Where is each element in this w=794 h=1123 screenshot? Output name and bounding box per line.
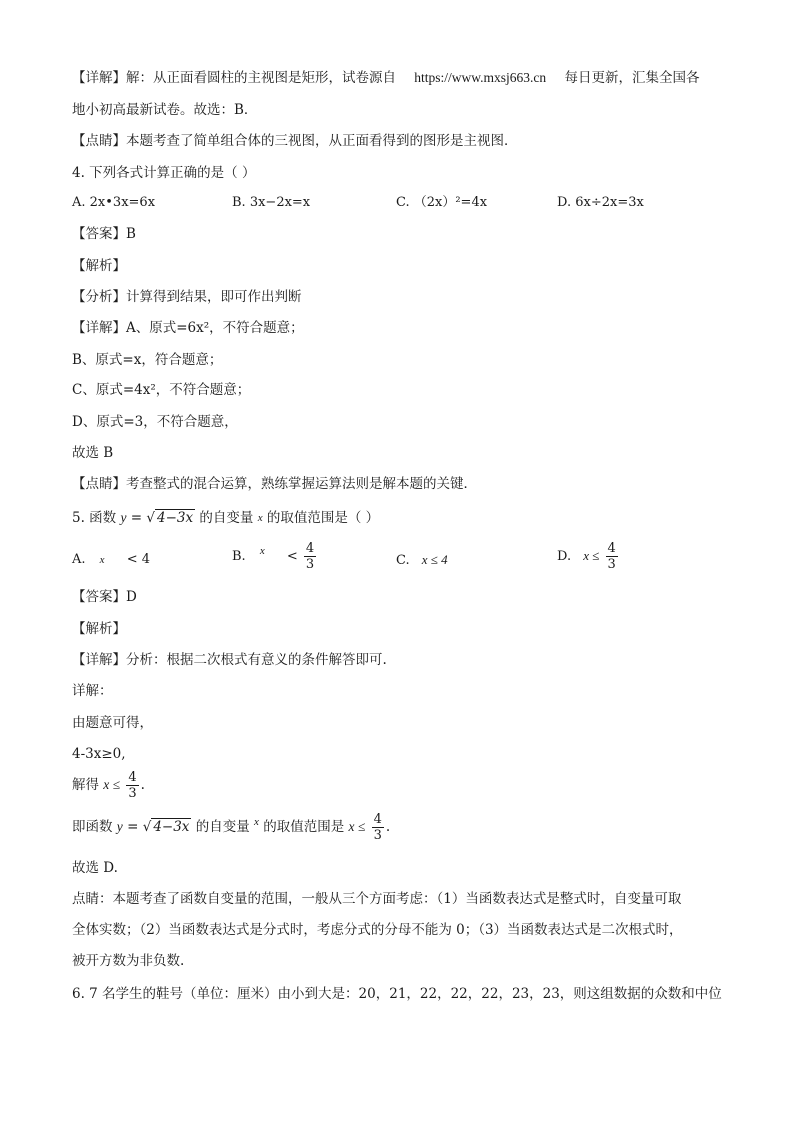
q4-detail-d: D、原式=3，不符合题意， [72, 414, 238, 430]
q5-a-x: x [99, 554, 105, 566]
step4-expr: x ≤ [348, 819, 366, 834]
q5-option-d [557, 541, 620, 572]
question-5 [72, 508, 379, 528]
q4-analysis-heading: 【解析】 [72, 258, 126, 274]
q5-b-label: B. [232, 549, 246, 564]
q5-c-expr: x ≤ 4 [421, 552, 448, 567]
source-url: https://www.mxsj663.cn [414, 70, 547, 85]
q5-step-2: 4-3x≥0, [72, 746, 126, 762]
explanation-line-1 [72, 68, 699, 88]
q5-answer: 【答案】D [72, 589, 137, 605]
frac-num: 4 [607, 541, 616, 556]
q5-prefix: 5. 函数 [72, 510, 117, 526]
q5-b-rel: < [286, 549, 298, 564]
q5-comment-3: 被开方数为非负数. [72, 953, 185, 969]
frac-num: 4 [305, 541, 315, 556]
q5-b-x: x [259, 545, 265, 557]
q5-comment-2: 全体实数；（2）当函数表达式是分式时，考虑分式的分母不能为 0；（3）当函数表达式是二次根式时， [72, 922, 683, 938]
q5-d-expr: x ≤ [583, 548, 600, 563]
question-4: 4. 下列各式计算正确的是（ ） [72, 165, 256, 181]
step3-end: . [140, 777, 145, 793]
q4-analysis: 【分析】计算得到结果，即可作出判断 [72, 289, 302, 305]
q4-detail-c: C、原式=4x²，不符合题意； [72, 382, 251, 398]
step4-y: y [116, 819, 123, 834]
frac-num: 4 [128, 770, 137, 785]
q5-detail: 【详解】分析：根据二次根式有意义的条件解答即可. [72, 652, 387, 668]
step4-radicand: 4−3x [153, 819, 190, 835]
q5-analysis-heading: 【解析】 [72, 621, 126, 637]
q5-d-label: D. [557, 549, 572, 564]
explanation-line-2: 地小初高最新试卷。故选：B． [72, 102, 258, 118]
fraction-4-3 [126, 770, 138, 801]
q4-detail-a: 【详解】A、原式=6x²，不符合题意； [72, 320, 304, 336]
q4-option-b: B. 3x−2x=x [232, 195, 311, 210]
q5-step-4 [72, 812, 390, 843]
q4-option-d: D. 6x÷2x=3x [557, 195, 644, 210]
q5-mid: 的自变量 [199, 510, 254, 526]
q5-choice: 故选 D. [72, 860, 118, 876]
q5-a-label: A. [72, 552, 86, 567]
q5-step-1: 由题意可得， [72, 715, 153, 731]
frac-den: 3 [305, 557, 315, 572]
q5-y: y [120, 510, 127, 525]
q4-option-a: A. 2x•3x=6x [72, 195, 156, 210]
q5-equals: = [130, 510, 143, 526]
step4-x: x [254, 816, 259, 828]
q4-option-c: C. （2x）²=4x [396, 195, 488, 210]
frac-den: 3 [607, 557, 616, 572]
q4-answer: 【答案】B [72, 226, 136, 242]
fraction-4-3 [304, 541, 316, 572]
comment-line: 【点睛】本题考查了简单组合体的三视图，从正面看得到的图形是主视图． [72, 133, 518, 149]
q5-option-b [232, 541, 318, 572]
fraction-4-3 [606, 541, 618, 572]
explanation-text: 【详解】解：从正面看圆柱的主视图是矩形，试卷源自 [72, 70, 396, 86]
question-6: 6. 7 名学生的鞋号（单位：厘米）由小到大是：20，21，22，22，22，23，23，则这组数据的众数和中位 [72, 986, 722, 1002]
step4-prefix: 即函数 [72, 819, 113, 835]
q5-option-a [72, 550, 150, 570]
q5-option-c [396, 550, 448, 571]
frac-num: 4 [373, 812, 382, 827]
q4-detail-b: B、原式=x，符合题意； [72, 352, 223, 368]
q5-radicand: 4−3x [156, 510, 194, 526]
q5-x: x [257, 512, 263, 524]
sqrt-icon: √ [142, 819, 152, 835]
q5-step-3 [72, 770, 145, 801]
q4-comment: 【点睛】考查整式的混合运算，熟练掌握运算法则是解本题的关键． [72, 476, 477, 492]
q5-suffix: 的取值范围是（ ） [266, 510, 380, 526]
step3-expr: x ≤ [103, 777, 121, 792]
step4-end: . [385, 819, 391, 835]
q5-a-rel: < 4 [126, 552, 150, 567]
step4-mid: 的自变量 [195, 819, 250, 835]
step4-equals: = [127, 819, 139, 835]
step3-prefix: 解得 [72, 777, 99, 793]
frac-den: 3 [373, 828, 382, 843]
step4-post: 的取值范围是 [263, 819, 345, 835]
frac-den: 3 [128, 786, 137, 801]
q5-detail-heading: 详解： [72, 683, 113, 699]
q5-c-label: C. [396, 553, 410, 568]
q5-comment-1: 点睛：本题考查了函数自变量的范围，一般从三个方面考虑：（1）当函数表达式是整式时，自变量可取 [72, 891, 682, 907]
sqrt-icon: √ [146, 510, 155, 526]
q4-choice: 故选 B [72, 445, 114, 461]
explanation-tail: 每日更新，汇集全国各 [564, 70, 700, 86]
fraction-4-3 [372, 812, 384, 843]
